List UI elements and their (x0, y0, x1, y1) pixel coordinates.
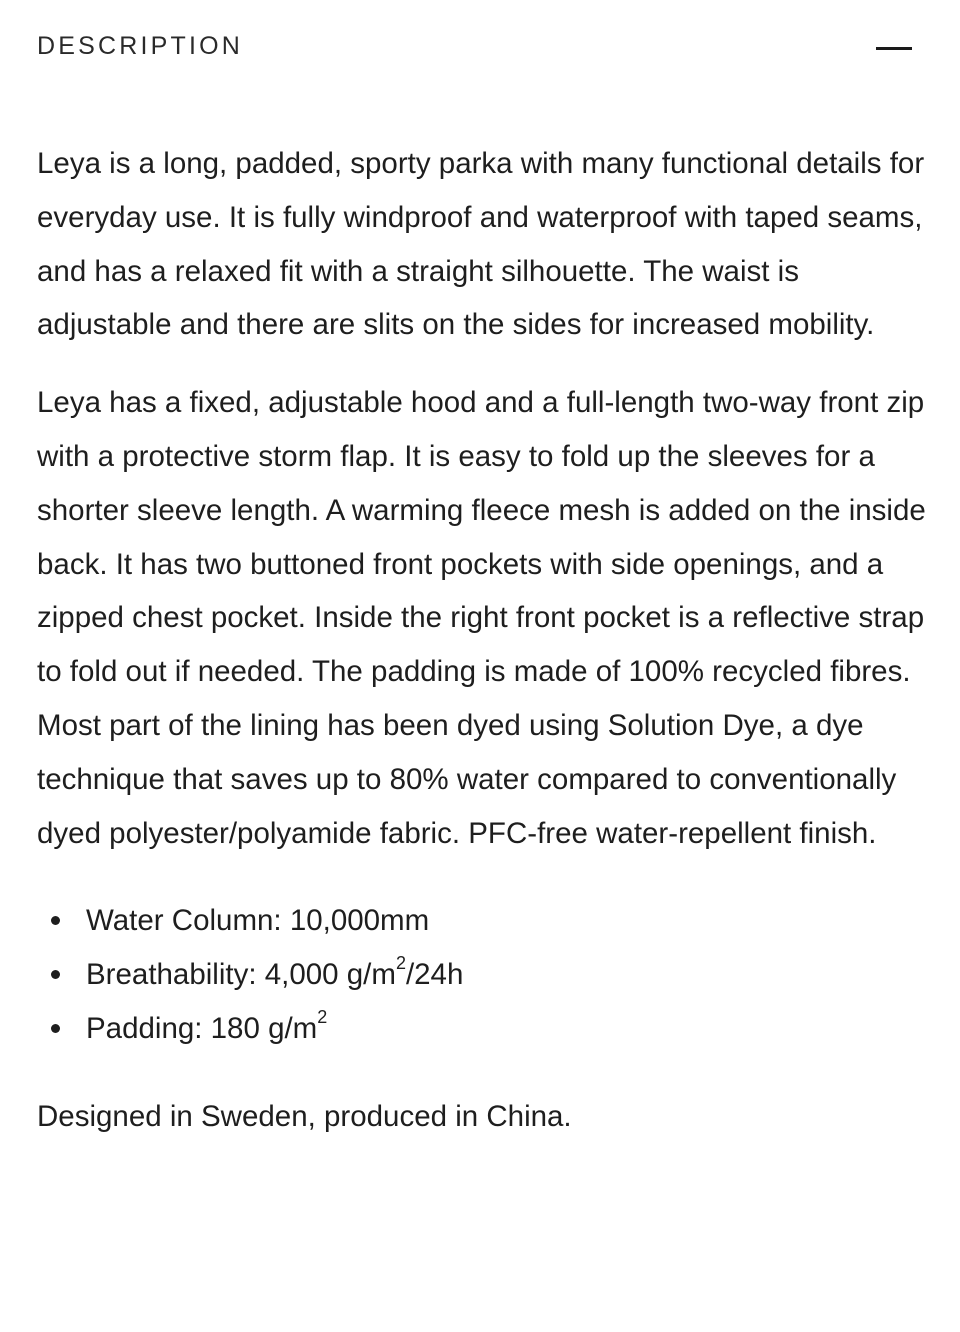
bullet-icon (51, 970, 60, 979)
superscript: 2 (317, 1007, 328, 1028)
origin-text: Designed in Sweden, produced in China. (37, 1099, 572, 1133)
description-content (37, 137, 927, 1144)
feature-text: Padding: 180 g/m (86, 1011, 318, 1045)
feature-text: Breathability: 4,000 g/m (86, 958, 396, 992)
bullet-icon (51, 1024, 60, 1033)
feature-water-column (37, 894, 927, 948)
description-header[interactable] (37, 28, 914, 68)
feature-text-suffix: /24h (405, 958, 464, 992)
feature-list (37, 894, 927, 1055)
feature-text: Water Column: 10,000mm (86, 904, 430, 938)
section-heading: DESCRIPTION (37, 32, 244, 60)
superscript: 2 (395, 953, 406, 974)
description-paragraph-2: Leya has a fixed, adjustable hood and a full-length two-way front zip with a protective storm flap. It is easy to fold up the sleeves for a shorter sleeve length. A warming fleece mesh is added on the inside back. It has two buttoned front pockets with side openings, and a zipped chest pocket. Inside the right front pocket is a reflective strap to fold out if needed. The padding is made of 100% recycled fibres. Most part of the lining has been dyed using Solution Dye, a dye technique that saves up to 80% water compared to conventionally dyed polyester/polyamide fabric. PFC-free water-repellent finish. (37, 386, 926, 850)
feature-breathability (37, 948, 927, 1002)
minus-icon (876, 47, 912, 50)
description-paragraph-1: Leya is a long, padded, sporty parka with many functional details for everyday use. It is fully windproof and waterproof with taped seams, and has a relaxed fit with a straight silhouette. The waist is adjustable and there are slits on the sides for increased mobility. (37, 147, 925, 342)
bullet-icon (51, 916, 60, 925)
feature-padding (37, 1002, 927, 1056)
collapse-minus-icon[interactable] (874, 36, 914, 60)
